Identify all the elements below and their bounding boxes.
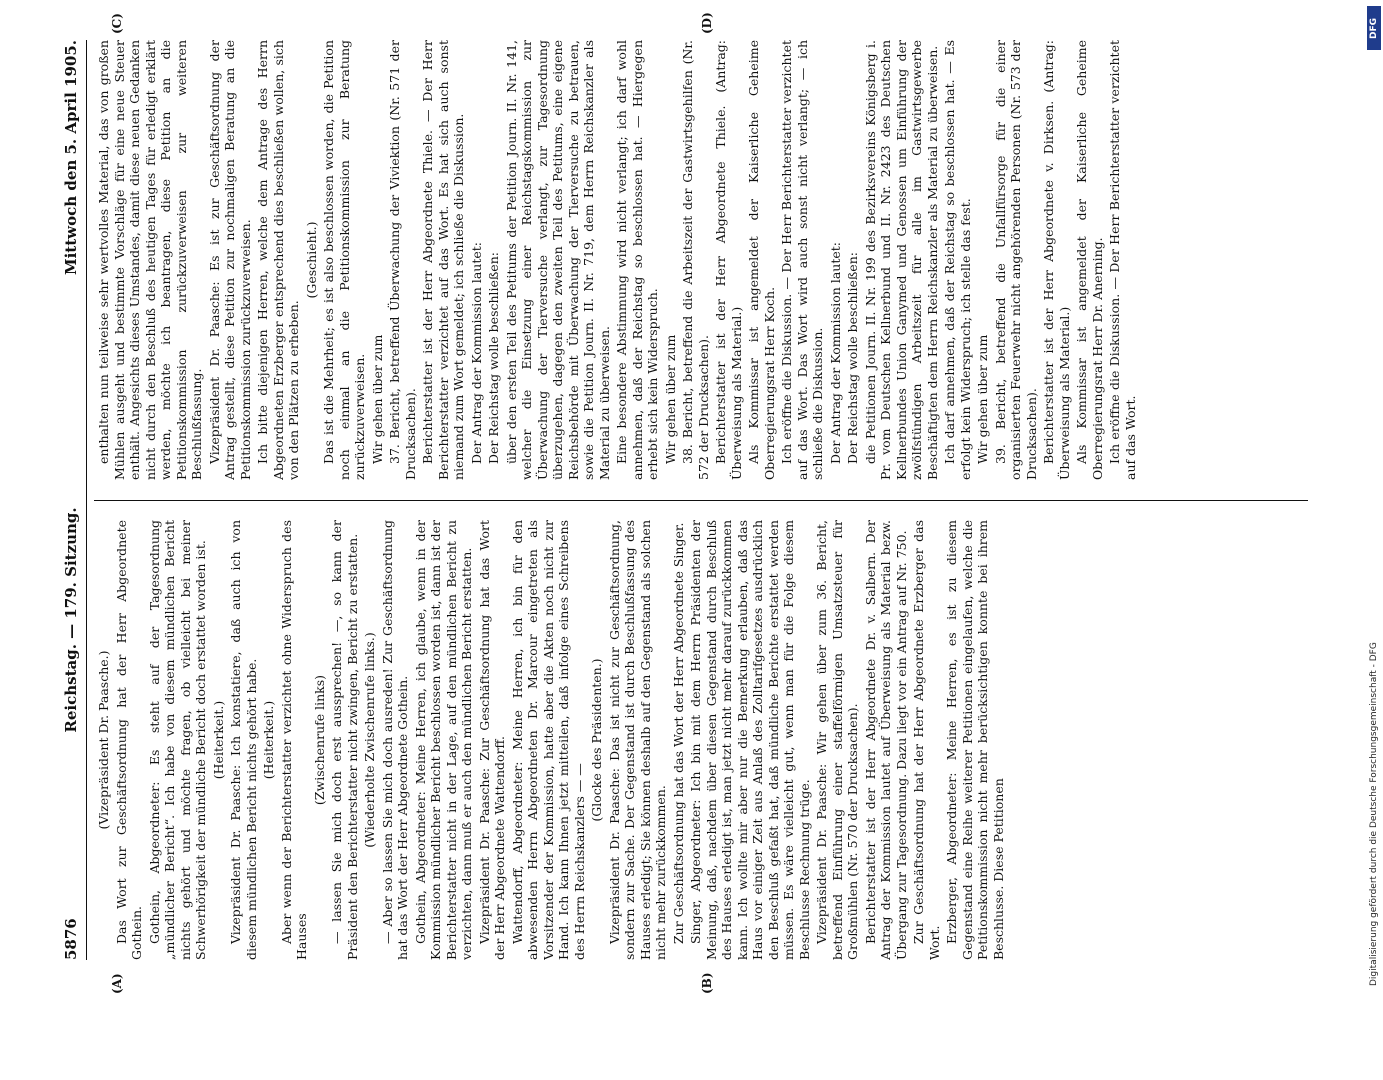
left-column-paragraph: (Heiterkeit.): [210, 700, 226, 780]
right-column-paragraph: 37. Bericht, betreffend Überwachung der Viviektion (Nr. 571 der Drucksachen).: [387, 40, 418, 480]
right-column-paragraph: die Petitionen Journ. II. Nr. 199 des Bezirksvereins Königsberg i. Pr. vom Deutschen Kellnerbund und II. Nr. 2423 des Deutschen Kellnerbundes Union Ganymed und Genossen um Einführung der zwölfstündigen Arbeitszeit für alle im Gastwirtsgewerbe Beschäftigten dem Herrn Reichskanzler als Material zu überweisen.: [862, 40, 940, 480]
left-column-paragraph: Gothein, Abgeordneter: Es steht auf der Tagesordnung „mündlicher Bericht“. Ich habe von diesem mündlichen Bericht nichts gehört und möchte fragen, ob vielleicht bei meiner Schwerhörigkeit der mündliche Bericht doch erstattet worden ist.: [146, 520, 208, 960]
right-column-paragraph: Eine besondere Abstimmung wird nicht verlangt; ich darf wohl annehmen, daß der Reichstag so beschlossen hat. — Hiergegen erhebt sich kein Widerspruch.: [614, 40, 660, 480]
left-column-paragraph: (Wiederholte Zwischenrufe links.): [362, 632, 377, 848]
left-column-paragraph: Vizepräsident Dr. Paasche: Wir gehen über zum 36. Bericht, betreffend Einführung einer staffelförmigen Umsatzsteuer für Großmühlen (Nr. 570 der Drucksachen).: [814, 520, 860, 960]
left-column-paragraph: Aber wenn der Berichterstatter verzichtet ohne Widerspruch des Hauses: [278, 520, 309, 960]
left-column-paragraph: Singer, Abgeordneter: Ich bin mit dem Herrn Präsidenten der Meinung, daß, nachdem über diesen Gegenstand durch Beschluß des Hauses erledigt ist, man jetzt nicht mehr darauf zurückkommen kann. Ich wollte mir aber nur die Bemerkung erlauben, daß das Haus vor einiger Zeit aus Anlaß des Zolltarifgesetzes ausdrücklich den Beschluß gefaßt hat, daß mündliche Berichte erstattet werden müssen. Es wäre vielleicht gut, wenn man für die Folge diesem Beschlusse Rechnung trüge.: [688, 520, 812, 960]
left-column: [96, 520, 1306, 960]
left-column-paragraph: Das Wort zur Geschäftsordnung hat der Herr Abgeordnete Gothein.: [113, 520, 144, 960]
margin-mark-d: (D): [700, 12, 714, 34]
right-column: [96, 40, 1306, 480]
right-column-paragraph: enthalten nun teilweise sehr wertvolles Material, das von großen Mühlen ausgeht und bestimmte Vorschläge für eine neue Steuer enthält. Angesichts dieses Umstandes, damit diese neuen Gedanken nicht durch den Beschluß des heutigen Tages für erledigt erklärt werden, möchte ich beantragen, diese Petition an die Petitionskommission zurückzuverweisen zur weiteren Beschlußfassung.: [96, 40, 204, 480]
right-column-paragraph: Als Kommissar ist angemeldet der Kaiserliche Geheime Oberregierungsrat Herr Dr. Anerning.: [1074, 40, 1105, 480]
left-column-paragraph: — Aber so lassen Sie mich doch ausreden! Zur Geschäftsordnung hat das Wort der Herr Abgeordnete Gothein.: [379, 520, 410, 960]
right-column-paragraph: Wir gehen über zum: [975, 334, 990, 464]
right-column-paragraph: Ich bitte diejenigen Herren, welche dem Antrage des Herrn Abgeordneten Erzberger entsprechend dies beschließen wollen, sich von den Plätzen zu erheben.: [255, 40, 301, 480]
left-column-paragraph: Berichterstatter ist der Herr Abgeordnete Dr. v. Salbern. Der Antrag der Kommission lautet auf Überweisung als Material bezw. Übergang zur Tagesordnung. Dazu liegt vor ein Antrag auf Nr. 750.: [862, 520, 909, 960]
right-column-paragraph: Als Kommissar ist angemeldet der Kaiserliche Geheime Oberregierungsrat Herr Koch.: [746, 40, 777, 480]
left-column-paragraph: Vizepräsident Dr. Paasche: Zur Geschäftsordnung hat das Wort der Herr Abgeordnete Wattendorff.: [476, 520, 507, 960]
right-column-paragraph: Das ist die Mehrheit; es ist also beschlossen worden, die Petition noch einmal an die Petitionskommission zur Beratung zurückzuverweisen.: [321, 40, 367, 480]
right-column-paragraph: Ich eröffne die Diskussion. — Der Herr Berichterstatter verzichtet auf das Wort. Das Wort wird auch sonst nicht verlangt; — ich schließe die Diskussion.: [779, 40, 825, 480]
left-column-paragraph: (Glocke des Präsidenten.): [589, 658, 604, 822]
dfg-logo: DFG: [1367, 6, 1381, 50]
page-number: 5876: [62, 918, 80, 960]
right-column-paragraph: Der Antrag der Kommission lautet:: [468, 242, 484, 464]
document-page: [60, 12, 1310, 994]
left-column-paragraph: (Vizepräsident Dr. Paasche.): [96, 650, 111, 830]
margin-mark-c: (C): [110, 13, 124, 34]
right-column-paragraph: Der Reichstag wolle beschließen:: [486, 252, 501, 464]
left-column-paragraph: Vizepräsident Dr. Paasche: Das ist nicht zur Geschäftsordnung, sondern zur Sache. Der Gegenstand ist durch Beschlußfassung des Hauses erledigt; Sie können deshalb auf den Gegenstand als solchen nicht mehr zurückkommen.: [606, 520, 668, 960]
right-column-paragraph: Ich darf annehmen, daß der Reichstag so beschlossen hat. — Es erfolgt kein Widerspruch; ich stelle das fest.: [942, 40, 973, 480]
page-header: [60, 40, 86, 960]
right-column-paragraph: 39. Bericht, betreffend die Unfallfürsorge für die einer organisierten Feuerwehr nicht angehörenden Personen (Nr. 573 der Drucksachen).: [992, 40, 1039, 480]
right-column-paragraph: über den ersten Teil des Petitums der Petition Journ. II. Nr. 141, welcher die Einsetzung einer Reichstagskommission zur Überwachung der Tierversuche verlangt, zur Tagesordnung überzugehen, dagegen den zweiten Teil des Petitums, eine eigene Reichsbehörde mit Überwachung der Tierversuche zu betrauen, sowie die Petition Journ. II. Nr. 719, dem Herrn Reichskanzler als Material zu überweisen.: [503, 40, 612, 480]
right-column-paragraph: 38. Bericht, betreffend die Arbeitszeit der Gastwirtsgehilfen (Nr. 572 der Drucksachen).: [680, 40, 711, 480]
header-title: Reichstag. — 179. Sitzung.: [62, 507, 80, 733]
left-column-paragraph: Zur Geschäftsordnung hat der Herr Abgeordnete Erzberger das Wort.: [911, 520, 942, 960]
right-column-paragraph: Berichterstatter ist der Herr Abgeordnete Thiele. — Der Herr Berichterstatter verzichtet auf das Wort. Es hat sich auch sonst niemand zum Wort gemeldet; ich schließe die Diskussion.: [420, 40, 466, 480]
left-column-paragraph: Vizepräsident Dr. Paasche: Ich konstatiere, daß auch ich von diesem mündlichen Bericht nichts gehört habe.: [228, 520, 259, 960]
left-column-paragraph: (Heiterkeit.): [261, 700, 276, 780]
right-column-paragraph: Wir gehen über zum: [369, 334, 385, 464]
right-column-paragraph: Berichterstatter ist der Herr Abgeordnete Thiele. (Antrag: Überweisung als Material.): [713, 40, 744, 480]
margin-mark-b: (B): [700, 972, 714, 994]
right-column-paragraph: Ich eröffne die Diskussion. — Der Herr Berichterstatter verzichtet auf das Wort.: [1107, 40, 1138, 480]
right-column-paragraph: Wir gehen über zum: [662, 334, 678, 464]
right-column-paragraph: Berichterstatter ist der Herr Abgeordnete v. Dirksen. (Antrag: Überweisung als Material.): [1041, 40, 1072, 480]
left-column-paragraph: Gothein, Abgeordneter: Meine Herren, ich glaube, wenn in der Kommission mündlicher Bericht beschlossen worden ist, dann ist der Berichterstatter nicht in der Lage, auf den mündlichen Bericht zu verzichten, dann muß er auch den mündlichen Bericht erstatten.: [412, 520, 474, 960]
header-rule: [86, 40, 87, 960]
margin-mark-a: (A): [110, 973, 124, 994]
right-column-paragraph: Vizepräsident Dr. Paasche: Es ist zur Geschäftsordnung der Antrag gestellt, diese Petition zur nochmaligen Beratung an die Petitionskommission zurückzuverweisen.: [206, 40, 253, 480]
left-column-paragraph: (Zwischenrufe links): [311, 674, 327, 806]
dfg-credit: Digitalisierung gefördert durch die Deutsche Forschungsgemeinschaft - DFG: [1369, 642, 1379, 986]
left-column-paragraph: — lassen Sie mich doch erst aussprechen! —, so kann der Präsident den Berichterstatter nicht zwingen, Bericht zu erstatten.: [329, 520, 360, 960]
left-column-paragraph: Wattendorff, Abgeordneter: Meine Herren, ich bin für den abwesenden Herrn Abgeordneten Dr. Marcour eingetreten als Vorsitzender der Kommission, hatte aber die Akten noch nicht zur Hand. Ich kann Ihnen jetzt mitteilen, daß infolge eines Schreibens des Herrn Reichskanzlers — —: [509, 520, 587, 960]
right-column-paragraph: Der Reichstag wolle beschließen:: [845, 252, 860, 464]
right-column-paragraph: (Geschieht.): [303, 221, 319, 299]
right-column-paragraph: Der Antrag der Kommission lautet:: [827, 242, 843, 464]
column-divider: [94, 500, 1308, 501]
header-date: Mittwoch den 5. April 1905.: [62, 40, 80, 275]
left-column-paragraph: Zur Geschäftsordnung hat das Wort der Herr Abgeordnete Singer.: [670, 522, 686, 944]
left-column-paragraph: Erzberger, Abgeordneter: Meine Herren, es ist zu diesem Gegenstand eine Reihe weiterer Petitionen eingelaufen, welche die Petitionskommission nicht mehr berücksichtigen konnte bei ihrem Beschlusse. Diese Petitionen: [944, 520, 1006, 960]
